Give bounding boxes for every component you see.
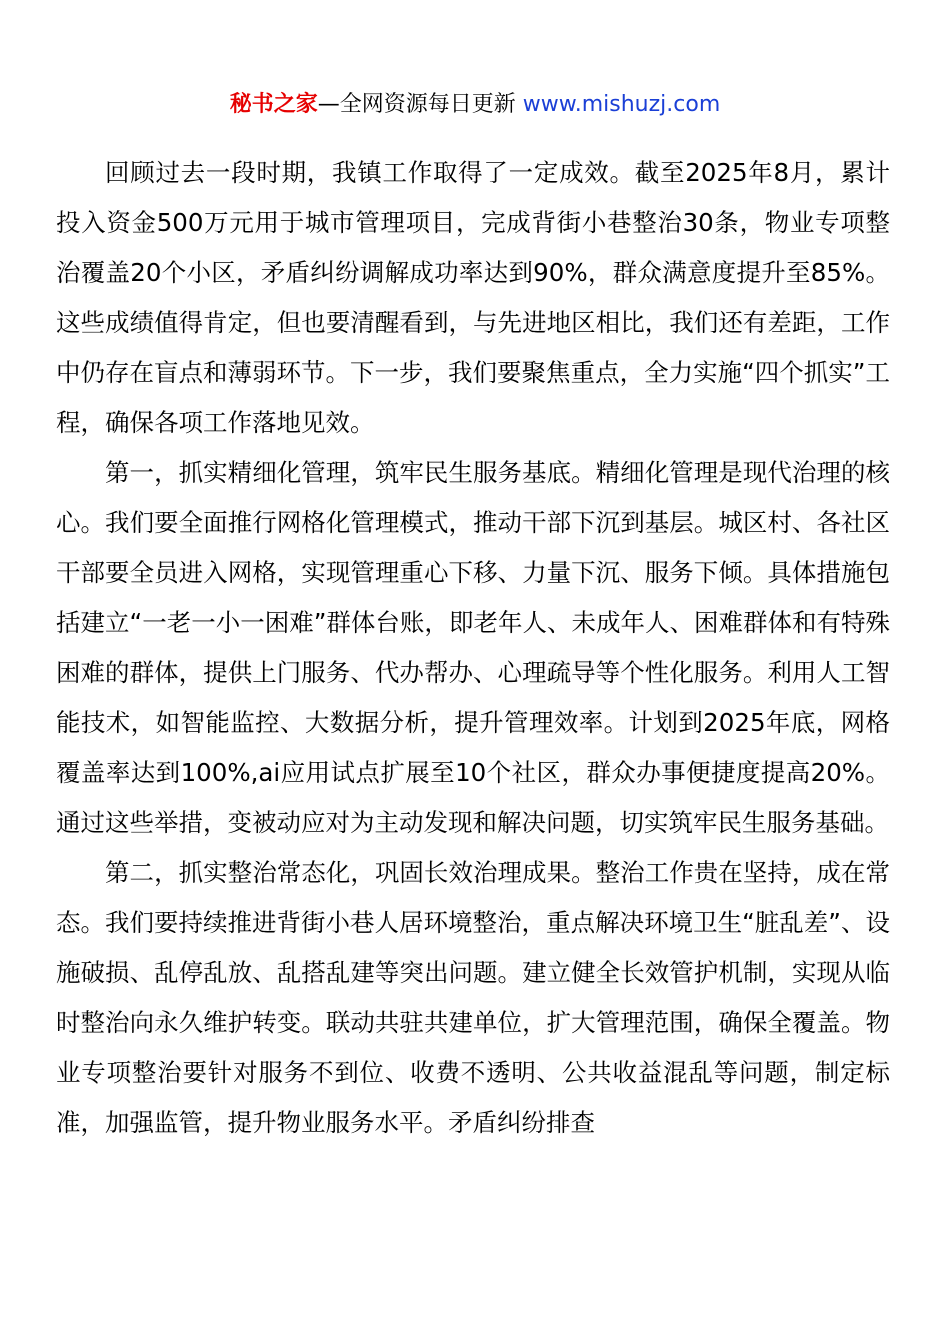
document-header — [0, 88, 950, 122]
paragraph-intro: 回顾过去一段时期，我镇工作取得了一定成效。截至2025年8月，累计投入资金500万元用于城市管理项目，完成背街小巷整治30条，物业专项整治覆盖20个小区，矛盾纠纷调解成功率达到90%，群众满意度提升至85%。这些成绩值得肯定，但也要清醒看到，与先进地区相比，我们还有差距，工作中仍存在盲点和薄弱环节。下一步，我们要聚焦重点，全力实施“四个抓实”工程，确保各项工作落地见效。 — [56, 158, 890, 437]
document-body — [56, 148, 890, 1148]
header-tagline: —全网资源每日更新 — [317, 92, 523, 117]
paragraph-first-point: 第一，抓实精细化管理，筑牢民生服务基底。精细化管理是现代治理的核心。我们要全面推行网格化管理模式，推动干部下沉到基层。城区村、各社区干部要全员进入网格，实现管理重心下移、力量下沉、服务下倾。具体措施包括建立“一老一小一困难”群体台账，即老年人、未成年人、困难群体和有特殊困难的群体，提供上门服务、代办帮办、心理疏导等个性化服务。利用人工智能技术，如智能监控、大数据分析，提升管理效率。计划到2025年底，网格覆盖率达到100%,ai应用试点扩展至10个社区，群众办事便捷度提高20%。通过这些举措，变被动应对为主动发现和解决问题，切实筑牢民生服务基础。 — [56, 458, 890, 837]
brand-name: 秘书之家 — [229, 92, 318, 117]
paragraph-second-point: 第二，抓实整治常态化，巩固长效治理成果。整治工作贵在坚持，成在常态。我们要持续推进背街小巷人居环境整治，重点解决环境卫生“脏乱差”、设施破损、乱停乱放、乱搭乱建等突出问题。建立健全长效管护机制，实现从临时整治向永久维护转变。联动共驻共建单位，扩大管理范围，确保全覆盖。物业专项整治要针对服务不到位、收费不透明、公共收益混乱等问题，制定标准，加强监管，提升物业服务水平。矛盾纠纷排查 — [56, 858, 890, 1137]
site-url-link[interactable]: www.mishuzj.com — [522, 92, 721, 117]
